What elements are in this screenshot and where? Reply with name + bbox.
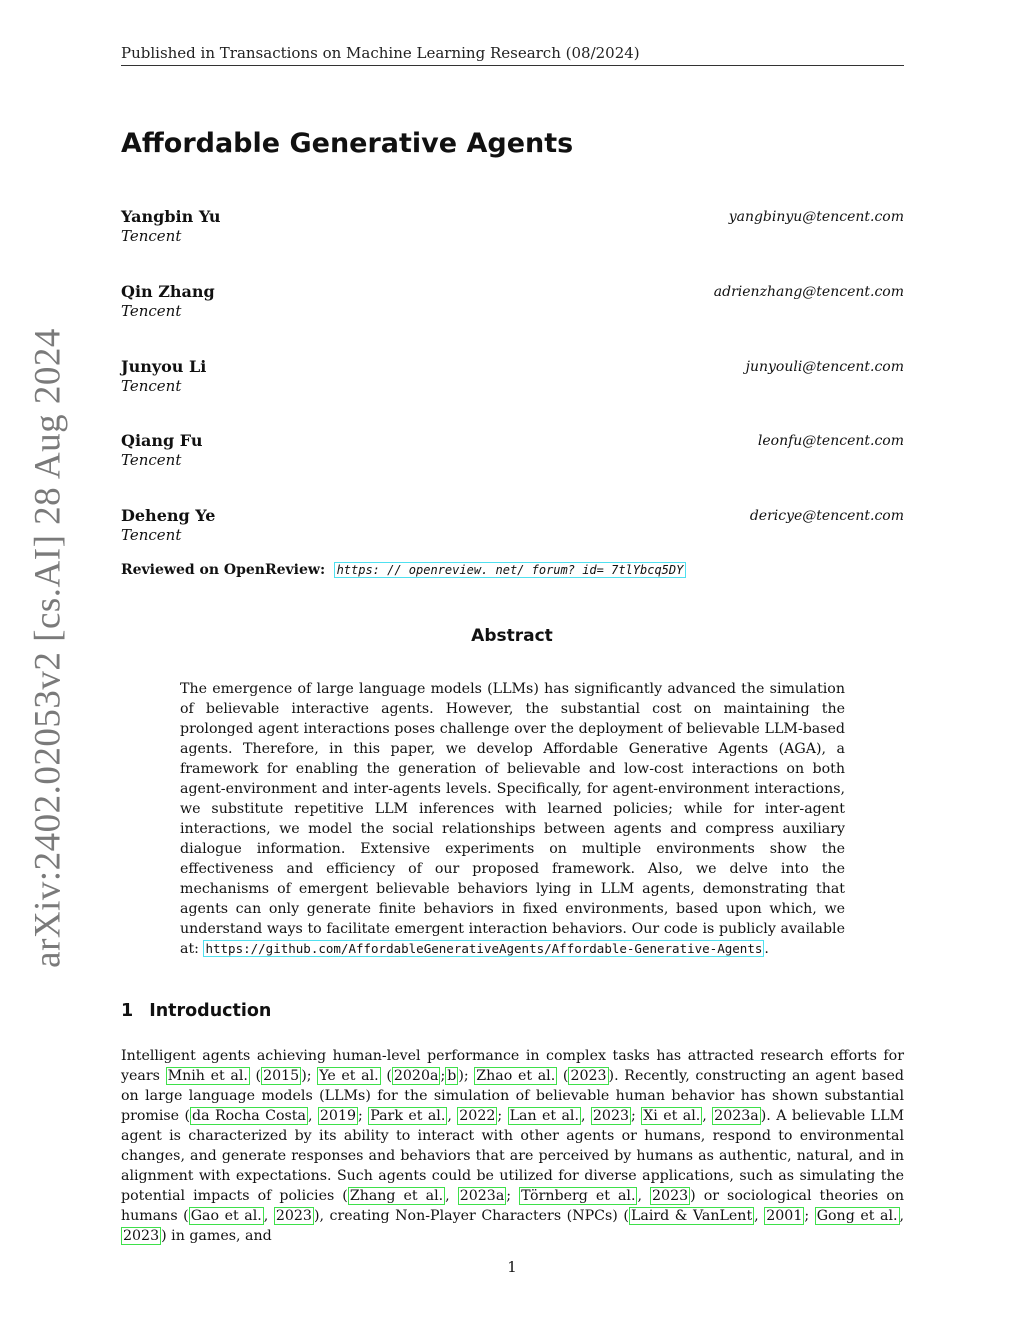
author-affiliation: Tencent	[121, 451, 182, 469]
intro-text: Intelligent agents achieving human-level performance in complex tasks has attracted research efforts for years	[121, 1048, 904, 1084]
citation-link[interactable]: Mnih et al.	[167, 1068, 248, 1084]
citation-link[interactable]: Törnberg et al.	[521, 1188, 636, 1204]
author-email[interactable]: junyouli@tencent.com	[745, 359, 904, 375]
citation-link[interactable]: Lan et al.	[509, 1108, 579, 1124]
intro-text: Recently, constructing an agent based on large language models (LLMs) for the simulation of believable human behavior has shown substantial promise	[121, 1068, 904, 1124]
author-affiliation: Tencent	[121, 302, 182, 320]
citation-link[interactable]: Park et al.	[370, 1108, 446, 1124]
author-affiliation: Tencent	[121, 526, 182, 544]
author-block	[121, 431, 904, 475]
author-name: Junyou Li	[121, 357, 207, 376]
author-email[interactable]: yangbinyu@tencent.com	[728, 209, 904, 225]
abstract-heading: Abstract	[471, 626, 553, 646]
section-title: Introduction	[149, 1001, 272, 1021]
page-number: 1	[507, 1258, 517, 1276]
citation-link[interactable]: Zhang et al.	[349, 1188, 444, 1204]
citation-link[interactable]: Xi et al.	[643, 1108, 701, 1124]
author-email[interactable]: dericye@tencent.com	[749, 508, 904, 524]
citation-link[interactable]: 2023	[570, 1068, 607, 1084]
author-affiliation: Tencent	[121, 377, 182, 395]
citation-link[interactable]: 2023	[652, 1188, 689, 1204]
citation-link[interactable]: 2023	[592, 1108, 630, 1124]
citation-link[interactable]: 2023	[123, 1228, 160, 1244]
section-heading-introduction	[121, 1001, 271, 1021]
openreview-link[interactable]: https: // openreview. net/ forum? id= 7tlYbcq5DY	[334, 562, 687, 578]
citation-link[interactable]: 2023	[275, 1208, 312, 1224]
citation-link[interactable]: 2023a	[459, 1188, 505, 1204]
author-name: Deheng Ye	[121, 506, 216, 525]
author-email[interactable]: adrienzhang@tencent.com	[713, 284, 904, 300]
citation-link[interactable]: 2023a	[714, 1108, 759, 1124]
introduction-paragraph: Intelligent agents achieving human-level performance in complex tasks has attracted research efforts for years Mnih et al. ( 2015 ); Ye et al. ( 2020a ; b ); Zhao et al. ( 2023 ). Recently, constructing an agent based on large language models (LLMs) for the simulation of believable human behavior has shown substantial promise ( da Rocha Costa , 2019 ; Park et al. , 2022 ; Lan et al. , 2023 ; Xi et al. , 2023a ). A believable LLM agent is characterized by its ability to interact with other agents or humans, respond to environmental changes, and generate responses and behaviors that are perceived by humans as authentic, natural, and in alignment with expectations. Such agents could be utilized for diverse applications, such as simulating the potential impacts of policies ( Zhang et al. , 2023a ; Törnberg et al. , 2023 ) or sociological theories on humans ( Gao et al. , 2023 ), creating Non-Player Characters (NPCs) ( Laird & VanLent , 2001 ; Gong et al. , 2023 ) in games, and	[121, 1048, 905, 1244]
citation-link[interactable]: 2020a	[393, 1068, 439, 1084]
paper-title: Affordable Generative Agents	[121, 128, 574, 159]
abstract-text: The emergence of large language models (LLMs) has significantly advanced the simulation of believable interactive agents. However, the substantial cost on maintaining the prolonged agent interactions poses challenge over the deployment of believable LLM-based agents. Therefore, in this paper, we develop Affordable Generative Agents (AGA), a framework for enabling the generation of believable and low-cost interactions on both agent-environment and inter-agents levels. Specifically, for agent-environment interactions, we substitute repetitive LLM inferences with learned policies; while for inter-agent interactions, we model the social relationships between agents and compress auxiliary dialogue information. Extensive experiments on multiple environments show the effectiveness and efficiency of our proposed framework. Also, we delve into the mechanisms of emergent believable behaviors lying in LLM agents, demonstrating that agents can only generate finite behaviors in fixed environments, based upon which, we understand ways to facilitate emergent interaction behaviors. Our code is publicly available at:	[180, 681, 845, 957]
openreview-label: Reviewed on OpenReview:	[121, 562, 326, 578]
citation-link[interactable]: 2001	[766, 1208, 803, 1224]
author-name: Qiang Fu	[121, 431, 203, 450]
section-number: 1	[121, 1001, 134, 1021]
intro-text: , creating Non-Player Characters (NPCs)	[319, 1208, 618, 1224]
author-block	[121, 207, 904, 251]
citation-link[interactable]: b	[447, 1068, 457, 1084]
abstract-body	[180, 679, 845, 959]
citation-link[interactable]: Zhao et al.	[476, 1068, 556, 1084]
intro-text: in games, and	[171, 1228, 272, 1244]
author-affiliation: Tencent	[121, 227, 182, 245]
citation-link[interactable]: Ye et al.	[319, 1068, 379, 1084]
citation-link[interactable]: da Rocha Costa	[192, 1108, 306, 1124]
author-name: Qin Zhang	[121, 282, 215, 301]
journal-header: Published in Transactions on Machine Learning Research (08/2024)	[121, 44, 904, 66]
citation-link[interactable]: Gong et al.	[816, 1208, 898, 1224]
citation-link[interactable]: Laird & VanLent	[630, 1208, 753, 1224]
abstract-end: .	[764, 941, 769, 957]
openreview-line	[121, 562, 686, 578]
author-block	[121, 282, 904, 326]
code-repo-link[interactable]: https://github.com/AffordableGenerativeAgents/Affordable-Generative-Agents	[205, 941, 763, 956]
author-block	[121, 506, 904, 550]
author-name: Yangbin Yu	[121, 207, 221, 226]
citation-link[interactable]: Gao et al.	[190, 1208, 262, 1224]
arxiv-identifier-stamp[interactable]: arXiv:2402.02053v2 [cs.AI] 28 Aug 2024	[27, 328, 69, 968]
author-email[interactable]: leonfu@tencent.com	[757, 433, 904, 449]
intro-text: or sociological theories on humans	[121, 1188, 905, 1224]
citation-link[interactable]: 2022	[459, 1108, 496, 1124]
author-block	[121, 357, 904, 401]
intro-text: A believable LLM agent is characterized by its ability to interact with other agents or humans, respond to environmental changes, and generate responses and behaviors that are perceived by humans as authentic, natural, and in alignment with expectations. Such agents could be utilized for diverse applications, such as simulating the potential impacts of policies	[121, 1108, 905, 1204]
citation-link[interactable]: 2019	[319, 1108, 356, 1124]
citation-link[interactable]: 2015	[263, 1068, 300, 1084]
